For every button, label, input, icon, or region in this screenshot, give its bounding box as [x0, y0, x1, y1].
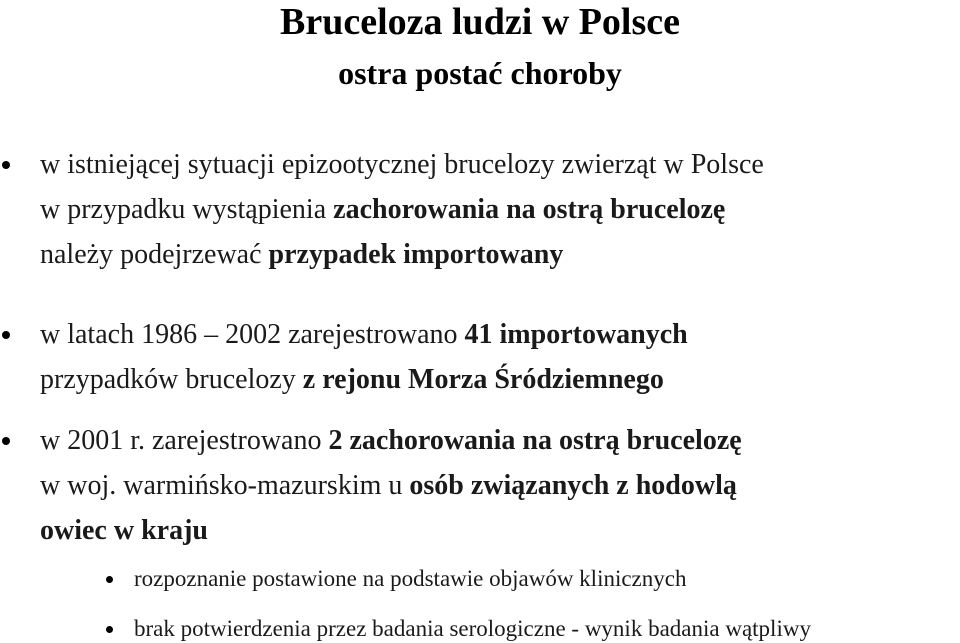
- sub-bullet-item: [134, 615, 954, 643]
- bullet-text: w istniejącej sytuacji epizootycznej brucelozy zwierząt w Polsce: [40, 149, 764, 180]
- bullet-text: w 2001 r. zarejestrowano: [40, 425, 329, 456]
- bullet-text: należy podejrzewać: [40, 239, 269, 270]
- bullet-text-bold: z rejonu Morza Śródziemnego: [302, 364, 664, 395]
- sub-bullet-text: rozpoznanie postawione na podstawie objawów klinicznych: [134, 566, 687, 591]
- bullet-dot-icon: [2, 161, 10, 169]
- sub-bullet-text: brak potwierdzenia przez badania serologiczne - wynik badania wątpliwy: [134, 616, 811, 641]
- bullet-text-bold: zachorowania na ostrą brucelozę: [333, 194, 726, 225]
- bullet-text: w woj. warmińsko-mazurskim u: [40, 470, 410, 501]
- bullet-text: w latach 1986 – 2002 zarejestrowano: [40, 319, 465, 350]
- sub-bullet-item: [134, 565, 954, 593]
- bullet-item: [40, 312, 958, 402]
- bullet-text: przypadków brucelozy: [40, 364, 303, 395]
- bullet-line: [40, 357, 958, 402]
- bullet-line: [40, 463, 958, 508]
- bullet-item: [40, 418, 958, 553]
- bullet-item: [40, 142, 958, 277]
- bullet-line: [40, 418, 958, 463]
- bullet-text-bold: 41 importowanych: [464, 319, 688, 350]
- bullet-line: [40, 232, 958, 277]
- sub-bullet-dot-icon: [106, 576, 113, 583]
- sub-bullet-dot-icon: [106, 626, 113, 633]
- bullet-line: [40, 142, 958, 187]
- bullet-text-bold: przypadek importowany: [268, 239, 564, 270]
- bullet-line: [40, 508, 958, 553]
- bullet-dot-icon: [2, 331, 10, 339]
- slide-title: Bruceloza ludzi w Polsce: [280, 1, 680, 43]
- bullet-text: w przypadku wystąpienia: [40, 194, 334, 225]
- bullet-text-bold: owiec w kraju: [40, 515, 208, 546]
- bullet-line: [40, 312, 958, 357]
- slide-subtitle: ostra postać choroby: [338, 55, 622, 91]
- bullet-line: [40, 187, 958, 232]
- bullet-dot-icon: [2, 437, 10, 445]
- bullet-text-bold: 2 zachorowania na ostrą brucelozę: [328, 425, 742, 456]
- bullet-text-bold: osób związanych z hodowlą: [409, 470, 737, 501]
